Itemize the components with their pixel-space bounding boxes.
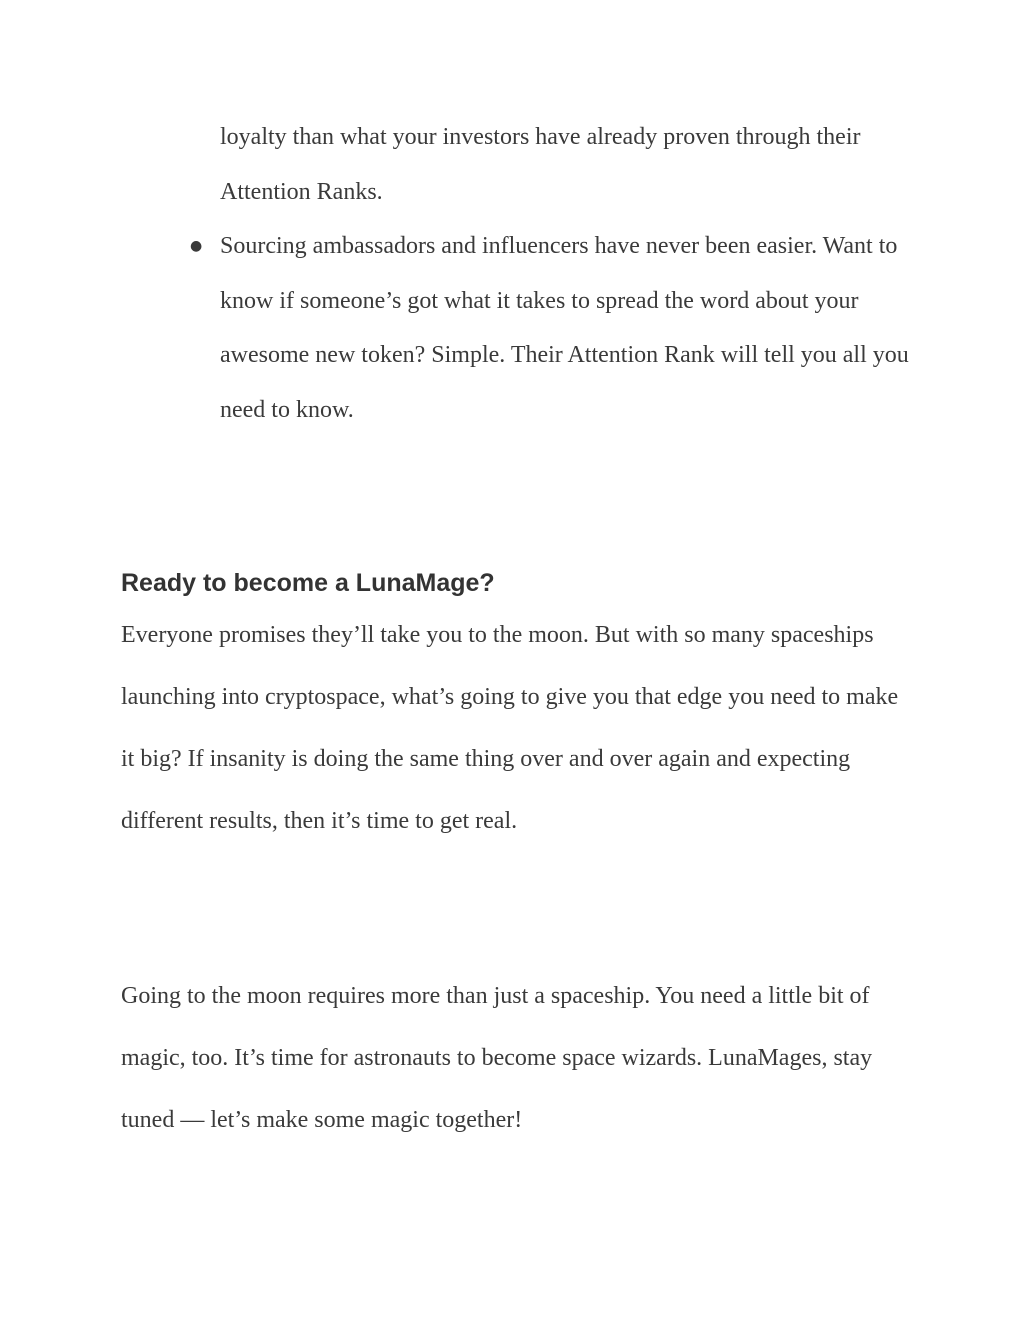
- list-item: [180, 110, 920, 219]
- list-item: [180, 219, 920, 437]
- paragraph: Everyone promises they’ll take you to the moon. But with so many spaceships launching into cryptospace, what’s going to give you that edge you need to make it big? If insanity is doing the same thing over and over again and expecting different results, then it’s time to get real.: [121, 622, 899, 834]
- paragraph: Going to the moon requires more than just a spaceship. You need a little bit of magic, too. It’s time for astronauts to become space wizards. LunaMages, stay tuned — let’s make some magic together!: [121, 983, 873, 1133]
- list-item-text: Sourcing ambassadors and influencers have never been easier. Want to know if someone’s got what it takes to spread the word about your awesome new token? Simple. Their Attention Rank will tell you all you need to know.: [220, 233, 909, 423]
- list-item-text: loyalty than what your investors have already proven through their Attention Ranks.: [220, 124, 861, 205]
- section-heading: Ready to become a LunaMage?: [121, 569, 495, 597]
- bullet-list: [180, 110, 920, 438]
- bullet-marker: ●: [190, 238, 203, 255]
